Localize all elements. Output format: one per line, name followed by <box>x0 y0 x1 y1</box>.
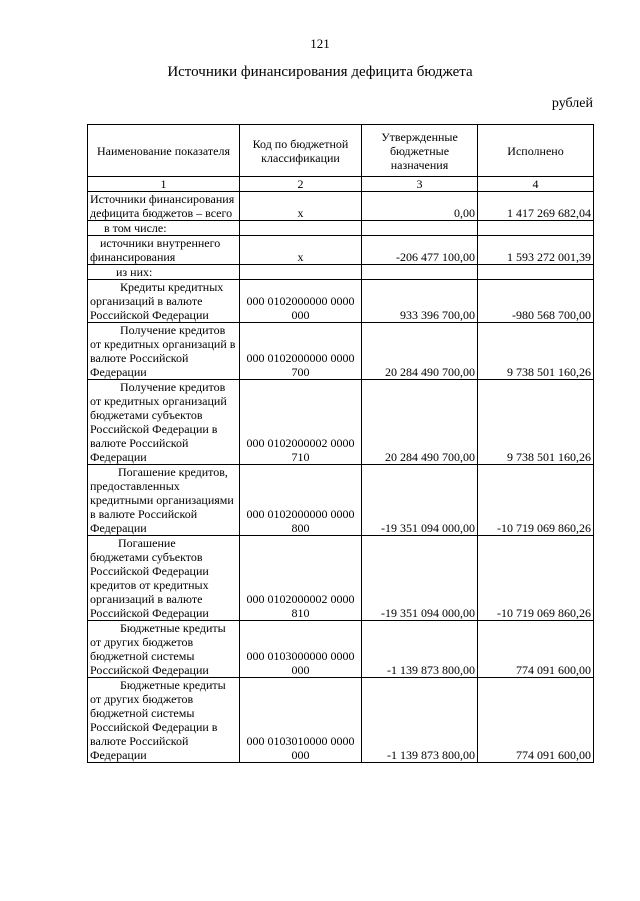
row-name <box>88 323 240 380</box>
row-code <box>240 221 362 236</box>
row-executed: 1 593 272 001,39 <box>478 236 594 265</box>
row-approved: 20 284 490 700,00 <box>362 380 478 465</box>
row-name <box>88 621 240 678</box>
row-code: 000 0102000002 0000 710 <box>240 380 362 465</box>
row-name-text: Получение кредитов от кредитных организаций в валюте Российской Федерации <box>90 323 236 379</box>
row-approved <box>362 221 478 236</box>
page-title: Источники финансирования дефицита бюджета <box>167 64 473 80</box>
row-code: 000 0102000000 0000 000 <box>240 280 362 323</box>
unit-label: рублей <box>551 96 593 111</box>
row-name-text: источники внутреннего финансирования <box>90 236 221 264</box>
row-code: 000 0102000000 0000 800 <box>240 465 362 536</box>
row-name <box>88 465 240 536</box>
row-executed: 774 091 600,00 <box>478 678 594 763</box>
row-approved: -19 351 094 000,00 <box>362 536 478 621</box>
column-number: 2 <box>240 177 362 192</box>
header-row <box>88 125 594 177</box>
row-approved: -1 139 873 800,00 <box>362 621 478 678</box>
table-row <box>88 380 594 465</box>
row-name <box>88 380 240 465</box>
column-header-code: Код по бюджетной классификации <box>240 125 362 177</box>
row-code: 000 0103000000 0000 000 <box>240 621 362 678</box>
row-name: из них: <box>88 265 240 280</box>
row-code <box>240 265 362 280</box>
table-row <box>88 265 594 280</box>
row-executed: -10 719 069 860,26 <box>478 465 594 536</box>
row-name <box>88 536 240 621</box>
row-code: x <box>240 192 362 221</box>
table-row <box>88 192 594 221</box>
page-number: 121 <box>310 36 330 51</box>
column-number: 1 <box>88 177 240 192</box>
row-name-text: Погашение бюджетами субъектов Российской Федерации кредитов от кредитных организаций в валюте Российской Федерации <box>90 536 209 620</box>
column-numbers-row <box>88 177 594 192</box>
row-name: в том числе: <box>88 221 240 236</box>
column-header-approved: Утвержденные бюджетные назначения <box>362 125 478 177</box>
column-header-name: Наименование показателя <box>88 125 240 177</box>
row-executed: -10 719 069 860,26 <box>478 536 594 621</box>
row-name <box>88 678 240 763</box>
table-row <box>88 465 594 536</box>
table-row <box>88 536 594 621</box>
row-name: Источники финансирования дефицита бюджетов – всего <box>88 192 240 221</box>
row-approved: 20 284 490 700,00 <box>362 323 478 380</box>
row-executed: -980 568 700,00 <box>478 280 594 323</box>
row-name <box>88 236 240 265</box>
table-row <box>88 621 594 678</box>
table-row <box>88 678 594 763</box>
row-code: x <box>240 236 362 265</box>
row-executed: 774 091 600,00 <box>478 621 594 678</box>
row-approved: 933 396 700,00 <box>362 280 478 323</box>
row-approved: -19 351 094 000,00 <box>362 465 478 536</box>
row-code: 000 0102000000 0000 700 <box>240 323 362 380</box>
row-approved <box>362 265 478 280</box>
column-number: 3 <box>362 177 478 192</box>
row-executed: 1 417 269 682,04 <box>478 192 594 221</box>
row-approved: -1 139 873 800,00 <box>362 678 478 763</box>
row-approved: -206 477 100,00 <box>362 236 478 265</box>
table-row <box>88 236 594 265</box>
row-name-text: Бюджетные кредиты от других бюджетов бюджетной системы Российской Федерации в валюте Российской Федерации <box>90 678 226 762</box>
column-header-executed: Исполнено <box>478 125 594 177</box>
row-approved: 0,00 <box>362 192 478 221</box>
row-name-text: Получение кредитов от кредитных организаций бюджетами субъектов Российской Федерации в валюте Российской Федерации <box>90 380 227 464</box>
row-executed <box>478 265 594 280</box>
row-executed <box>478 221 594 236</box>
row-name-text: Бюджетные кредиты от других бюджетов бюджетной системы Российской Федерации <box>90 621 226 677</box>
table-row <box>88 323 594 380</box>
table-row <box>88 280 594 323</box>
row-code: 000 0102000002 0000 810 <box>240 536 362 621</box>
row-name <box>88 280 240 323</box>
financing-sources-table <box>87 124 594 763</box>
column-number: 4 <box>478 177 594 192</box>
row-name-text: Погашение кредитов, предоставленных кредитными организациями в валюте Российской Федерации <box>90 465 234 535</box>
row-code: 000 0103010000 0000 000 <box>240 678 362 763</box>
row-executed: 9 738 501 160,26 <box>478 380 594 465</box>
table-row <box>88 221 594 236</box>
row-name-text: Кредиты кредитных организаций в валюте Российской Федерации <box>90 280 224 322</box>
row-executed: 9 738 501 160,26 <box>478 323 594 380</box>
